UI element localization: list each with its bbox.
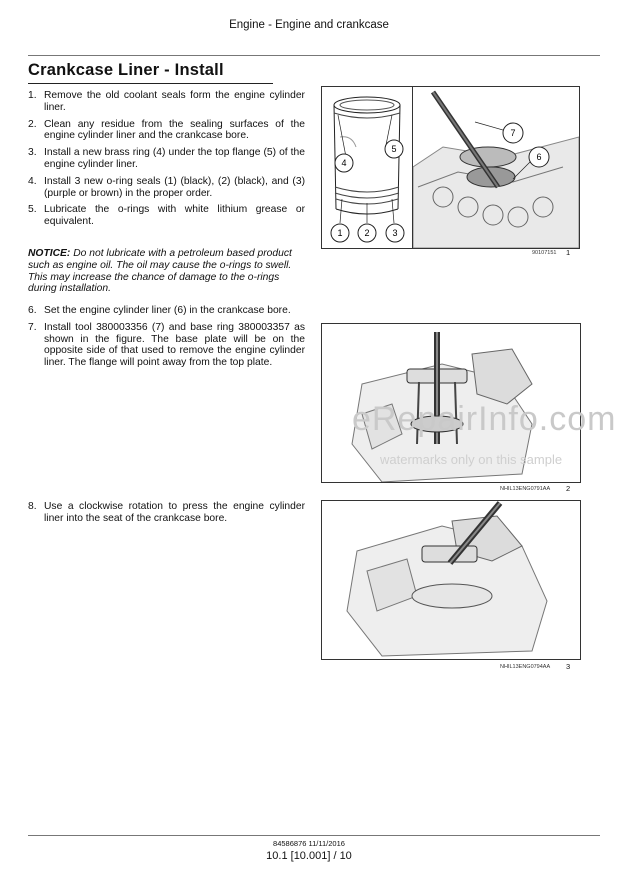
step-text: Use a clockwise rotation to press the engine cylinder liner into the seat of the crankcase bore.	[44, 501, 305, 524]
footer-doc-info: 84586876 11/11/2016	[273, 839, 345, 848]
figure-1-number: 1	[566, 248, 571, 257]
step-item	[28, 119, 305, 143]
step-text: Remove the old coolant seals form the engine cylinder liner.	[44, 90, 305, 113]
footer-page-number: 10.1 [10.001] / 10	[266, 850, 352, 862]
step-item	[28, 147, 305, 171]
step-text: Install 3 new o-ring seals (1) (black), (2) (black), and (3) (purple or brown) in the proper order.	[44, 175, 305, 199]
page-header: Engine - Engine and crankcase	[229, 19, 389, 31]
step-text: Lubricate the o-rings with white lithium grease or equivalent.	[44, 204, 305, 228]
step-number: 5.	[28, 204, 37, 216]
watermark-subtext: watermarks only on this sample	[380, 452, 563, 467]
step-item	[28, 204, 305, 228]
figure-3-number: 3	[566, 662, 571, 671]
step-item	[28, 90, 305, 114]
step-number: 1.	[28, 90, 37, 101]
step-number: 7.	[28, 321, 37, 333]
step-item	[28, 501, 305, 525]
figure-1-callouts	[322, 87, 413, 248]
figure-3-image	[321, 500, 581, 660]
step-item	[28, 176, 305, 200]
step-text: Clean any residue from the sealing surfaces of the engine cylinder liner and the crankcase bore.	[44, 118, 305, 142]
title-underline	[28, 83, 273, 84]
figure-1-liner-image	[321, 86, 414, 249]
section-title: Crankcase Liner - Install	[28, 61, 224, 79]
callout-4-label: 4	[341, 158, 347, 168]
steps-group-2	[28, 305, 305, 374]
watermark-text: eRepairInfo.com	[352, 400, 617, 438]
step-number: 2.	[28, 118, 37, 130]
step-number: 3.	[28, 147, 37, 159]
notice-body: Do not lubricate with a petroleum based product such as engine oil. The oil may cause the o-rings to swell. This may increase the chance of damage to the o-rings during installation.	[28, 248, 292, 295]
header-divider	[28, 55, 600, 56]
figure-2-number: 2	[566, 484, 571, 493]
figure-2-code: NHIL13ENG0791AA	[500, 486, 551, 492]
step-text: Install tool 380003356 (7) and base ring 380003357 as shown in the figure. The base plate will be on the opposite side of that used to remove the engine cylinder liner. The flange will point away from the top plate.	[44, 321, 305, 369]
step-item	[28, 322, 305, 369]
notice-text	[28, 248, 300, 295]
step-number: 8.	[28, 501, 37, 512]
step-number: 6.	[28, 305, 37, 316]
steps-group-1	[28, 90, 305, 233]
figure-3-code: NHIL13ENG0794AA	[500, 664, 551, 670]
figure-1-code: 90107151	[532, 250, 557, 256]
callout-6-label: 6	[536, 152, 542, 162]
step-item	[28, 305, 305, 317]
callout-1-label: 1	[337, 228, 343, 238]
callout-5-label: 5	[391, 144, 397, 154]
figure-1-tool-callouts	[413, 87, 579, 248]
notice-label: NOTICE:	[28, 248, 71, 259]
callout-7-label: 7	[510, 128, 516, 138]
step-text: Set the engine cylinder liner (6) in the crankcase bore.	[44, 305, 291, 316]
engine-tool-illustration-3	[322, 501, 580, 659]
callout-3-label: 3	[392, 228, 398, 238]
step-number: 4.	[28, 175, 37, 187]
figure-1-tool-image	[412, 86, 580, 249]
footer-divider	[28, 835, 600, 836]
callout-2-label: 2	[364, 228, 370, 238]
step-text: Install a new brass ring (4) under the top flange (5) of the engine cylinder liner.	[44, 147, 305, 170]
steps-group-3	[28, 501, 305, 530]
